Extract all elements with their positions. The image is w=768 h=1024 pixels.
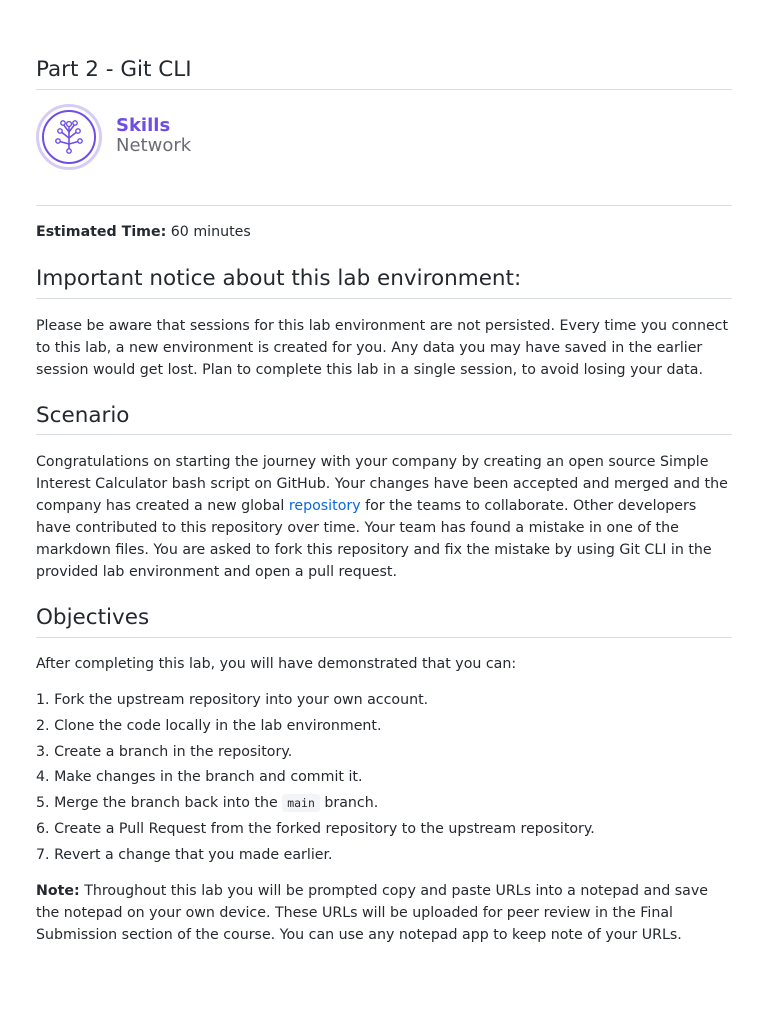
estimated-time-value: 60 minutes [166,224,251,240]
objectives-heading: Objectives [36,605,150,630]
objective-item [36,843,732,869]
estimated-time-label: Estimated Time: [36,224,167,240]
page-title: Part 2 - Git CLI [36,57,192,82]
notice-heading: Important notice about this lab environment: [36,266,522,291]
objective-number: 1. [36,692,50,708]
objective-text-before-code: Merge the branch back into the [54,795,283,812]
objective-item [36,817,732,843]
objective-text: Revert a change that you made earlier. [54,846,333,863]
objective-item [36,740,732,766]
objective-text: Clone the code locally in the lab environment. [54,717,382,734]
objective-number: 6. [36,820,50,837]
objective-text-after-code: branch. [319,795,379,812]
objective-text: Create a Pull Request from the forked repository to the upstream repository. [54,820,595,837]
logo-wordmark [116,116,191,156]
repository-link[interactable]: repository [288,498,361,514]
objectives-divider [36,637,732,638]
notice-divider [36,298,732,299]
objective-number: 3. [36,743,50,760]
scenario-text-start: Congratulations on starting the journey with your company by creating an open source Simple Interest Calculator bash script on GitHub. Your changes have been accepted and merged and the company has created a new global [36,454,728,514]
main-branch-code: main [282,794,320,812]
scenario-text-end: for the teams to collaborate. Other developers have contributed to this repository over time. Your team has found a mistake in one of the markdown files. You are asked to fork this repository and fix the mistake by using Git CLI in the provided lab environment and open a pull request. [36,498,712,580]
objective-item [36,714,732,740]
note-paragraph [36,880,732,946]
skills-network-tree-icon [36,104,102,170]
logo-divider [36,205,732,206]
logo-word-network: Network [116,135,192,156]
objective-item [36,791,732,817]
scenario-text [36,451,732,583]
scenario-divider [36,434,732,435]
objective-text: Make changes in the branch and commit it. [54,769,363,786]
objective-number: 2. [36,717,50,734]
title-divider [36,89,732,90]
objective-number: 7. [36,846,50,863]
skills-network-logo [36,104,196,170]
logo-word-skills: Skills [116,115,171,136]
objectives-intro: After completing this lab, you will have demonstrated that you can: [36,656,517,672]
scenario-heading: Scenario [36,403,130,428]
estimated-time [36,221,251,243]
notice-text: Please be aware that sessions for this lab environment are not persisted. Every time you connect to this lab, a new environment is created for you. Any data you may have saved in the earlier session would get lost. Plan to complete this lab in a single session, to avoid losing your data. [36,318,729,378]
objective-item [36,765,732,791]
objective-item [36,688,732,714]
note-text: Throughout this lab you will be prompted copy and paste URLs into a notepad and save the notepad on your own device. These URLs will be uploaded for peer review in the Final Submission section of the course. You can use any notepad app to keep note of your URLs. [36,883,708,943]
note-label: Note: [36,883,80,899]
objective-text: Fork the upstream repository into your own account. [54,692,429,708]
objectives-list [36,688,732,869]
objective-number: 5. [36,795,50,812]
objective-text: Create a branch in the repository. [54,743,293,760]
objective-number: 4. [36,769,50,786]
